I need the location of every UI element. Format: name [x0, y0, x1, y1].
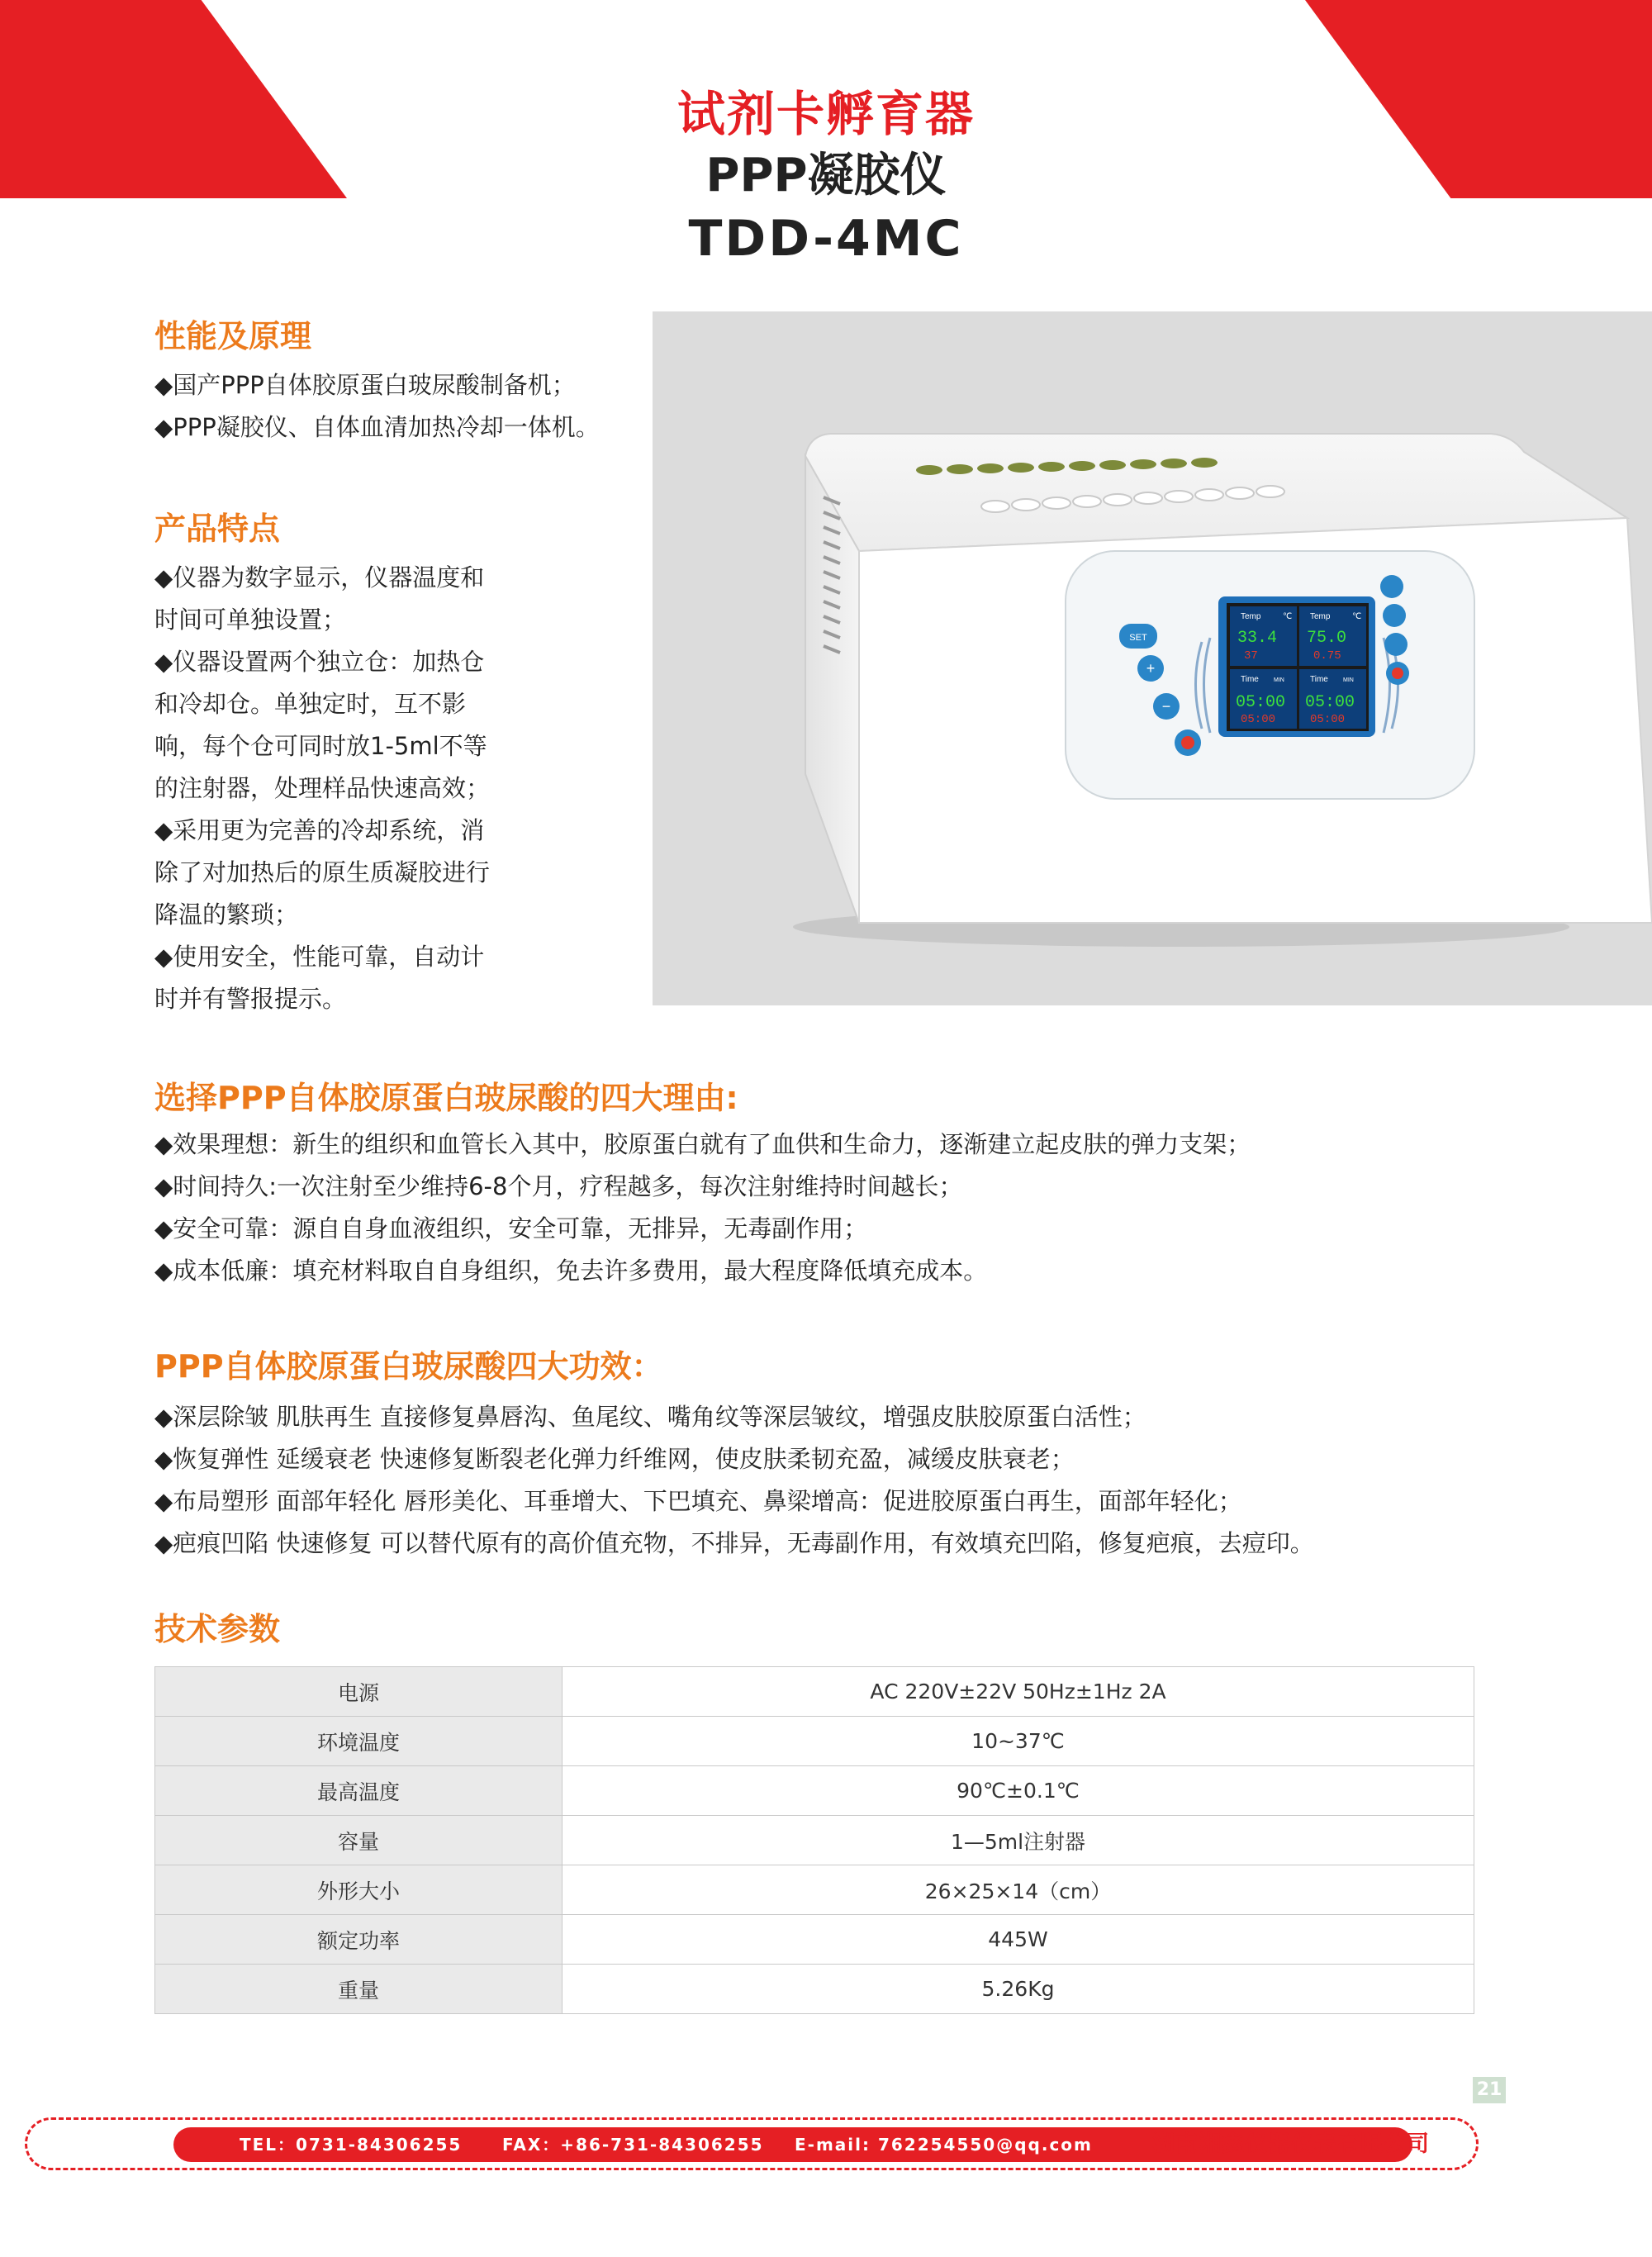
effect-line: ◆布局塑形 面部年轻化 唇形美化、耳垂增大、下巴填充、鼻梁增高：促进胶原蛋白再生，面部年轻化； — [154, 1487, 1242, 1515]
screen-time-label: Time — [1241, 675, 1259, 684]
effect-line: ◆深层除皱 肌肤再生 直接修复鼻唇沟、鱼尾纹、嘴角纹等深层皱纹，增强皮肤胶原蛋白活性； — [154, 1403, 1146, 1431]
spec-label: 额定功率 — [155, 1915, 563, 1965]
principle-line: ◆国产PPP自体胶原蛋白玻尿酸制备机； — [154, 371, 576, 399]
page-header — [0, 86, 1652, 268]
screen-time-right: 05:00 — [1305, 693, 1355, 712]
principle-list — [154, 364, 600, 449]
footer-email: E-mail: 762254550@qq.com — [795, 2135, 1093, 2155]
feature-line: 时间可单独设置； — [154, 606, 347, 634]
spec-table — [154, 1666, 1474, 2014]
screen-temp-unit: ℃ — [1283, 612, 1293, 621]
screen-temp-right-set: 0.75 — [1313, 649, 1341, 663]
features-list — [154, 557, 534, 1020]
screen-temp-label: Temp — [1241, 612, 1261, 621]
footer-fax: FAX：+86-731-84306255 — [502, 2135, 764, 2155]
spec-value: 1—5ml注射器 — [563, 1816, 1474, 1865]
screen-time-left: 05:00 — [1236, 693, 1286, 712]
spec-label: 电源 — [155, 1667, 563, 1717]
table-row — [155, 1965, 1474, 2014]
table-row — [155, 1717, 1474, 1766]
feature-line: ◆采用更为完善的冷却系统，消 — [154, 816, 485, 844]
table-row — [155, 1816, 1474, 1865]
screen-temp-left: 33.4 — [1237, 629, 1278, 648]
product-title-ppp: PPP凝胶仪 — [705, 149, 947, 202]
spec-label: 环境温度 — [155, 1717, 563, 1766]
principle-line: ◆PPP凝胶仪、自体血清加热冷却一体机。 — [154, 413, 600, 441]
spec-value: 90℃±0.1℃ — [563, 1766, 1474, 1816]
feature-line: 和冷却仓。单独定时，互不影 — [154, 690, 467, 718]
feature-line: ◆仪器设置两个独立仓：加热仓 — [154, 648, 485, 676]
svg-text:−: − — [1161, 698, 1171, 715]
table-row — [155, 1915, 1474, 1965]
principle-heading: 性能及原理 — [154, 318, 312, 354]
screen-time-unit: MIN — [1343, 677, 1354, 683]
specs-heading: 技术参数 — [154, 1611, 281, 1647]
product-title-cn: 试剂卡孵育器 — [676, 86, 975, 142]
page-number: 21 — [1473, 2077, 1506, 2103]
features-heading: 产品特点 — [154, 511, 281, 547]
device-illustration — [653, 311, 1652, 1005]
feature-line: 的注射器，处理样品快速高效； — [154, 774, 491, 802]
feature-line: 降温的繁琐； — [154, 900, 299, 929]
spec-label: 外形大小 — [155, 1865, 563, 1915]
reasons-heading: 选择PPP自体胶原蛋白玻尿酸的四大理由: — [154, 1080, 738, 1116]
reason-line: ◆时间持久:一次注射至少维持6-8个月，疗程越多，每次注射维持时间越长； — [154, 1172, 963, 1200]
spec-value: 445W — [563, 1915, 1474, 1965]
screen-temp-unit: ℃ — [1352, 612, 1362, 621]
spec-value: AC 220V±22V 50Hz±1Hz 2A — [563, 1667, 1474, 1717]
feature-line: ◆使用安全，性能可靠，自动计 — [154, 943, 485, 971]
footer-company-name: 湖南湘鑫仪器仪表有限公司 — [1152, 2131, 1430, 2157]
table-row — [155, 1766, 1474, 1816]
reason-line: ◆安全可靠：源自自身血液组织，安全可靠，无排异，无毒副作用； — [154, 1214, 868, 1243]
spec-value: 10~37℃ — [563, 1717, 1474, 1766]
product-photo — [653, 311, 1652, 1005]
spec-value: 26×25×14（cm） — [563, 1865, 1474, 1915]
reasons-list — [154, 1124, 1251, 1292]
screen-temp-left-set: 37 — [1244, 649, 1258, 663]
effect-line: ◆疤痕凹陷 快速修复 可以替代原有的高价值充物，不排异，无毒副作用，有效填充凹陷，修复疤痕，去痘印。 — [154, 1529, 1314, 1557]
table-row — [155, 1865, 1474, 1915]
feature-line: 响，每个仓可同时放1-5ml不等 — [154, 732, 487, 760]
set-button-label: SET — [1129, 633, 1147, 643]
screen-temp-label: Temp — [1310, 612, 1331, 621]
screen-time-right-sub: 05:00 — [1310, 713, 1346, 726]
effects-list — [154, 1396, 1314, 1565]
spec-label: 最高温度 — [155, 1766, 563, 1816]
effects-heading: PPP自体胶原蛋白玻尿酸四大功效： — [154, 1348, 663, 1385]
spec-label: 容量 — [155, 1816, 563, 1865]
table-row — [155, 1667, 1474, 1717]
reason-line: ◆成本低廉：填充材料取自自身组织，免去许多费用，最大程度降低填充成本。 — [154, 1257, 988, 1285]
svg-text:+: + — [1146, 660, 1156, 677]
screen-time-left-sub: 05:00 — [1241, 713, 1276, 726]
feature-line: 时并有警报提示。 — [154, 985, 347, 1013]
product-model: TDD-4MC — [688, 210, 964, 268]
feature-line: ◆仪器为数字显示，仪器温度和 — [154, 563, 485, 592]
screen-time-label: Time — [1310, 675, 1328, 684]
footer-tel: TEL：0731-84306255 — [240, 2135, 463, 2155]
reason-line: ◆效果理想：新生的组织和血管长入其中，胶原蛋白就有了血供和生命力，逐渐建立起皮肤的弹力支架； — [154, 1130, 1251, 1158]
feature-line: 除了对加热后的原生质凝胶进行 — [154, 858, 491, 886]
spec-label: 重量 — [155, 1965, 563, 2014]
screen-time-unit: MIN — [1274, 677, 1284, 683]
effect-line: ◆恢复弹性 延缓衰老 快速修复断裂老化弹力纤维网，使皮肤柔韧充盈，减缓皮肤衰老； — [154, 1445, 1075, 1473]
screen-temp-right: 75.0 — [1307, 629, 1347, 648]
spec-value: 5.26Kg — [563, 1965, 1474, 2014]
